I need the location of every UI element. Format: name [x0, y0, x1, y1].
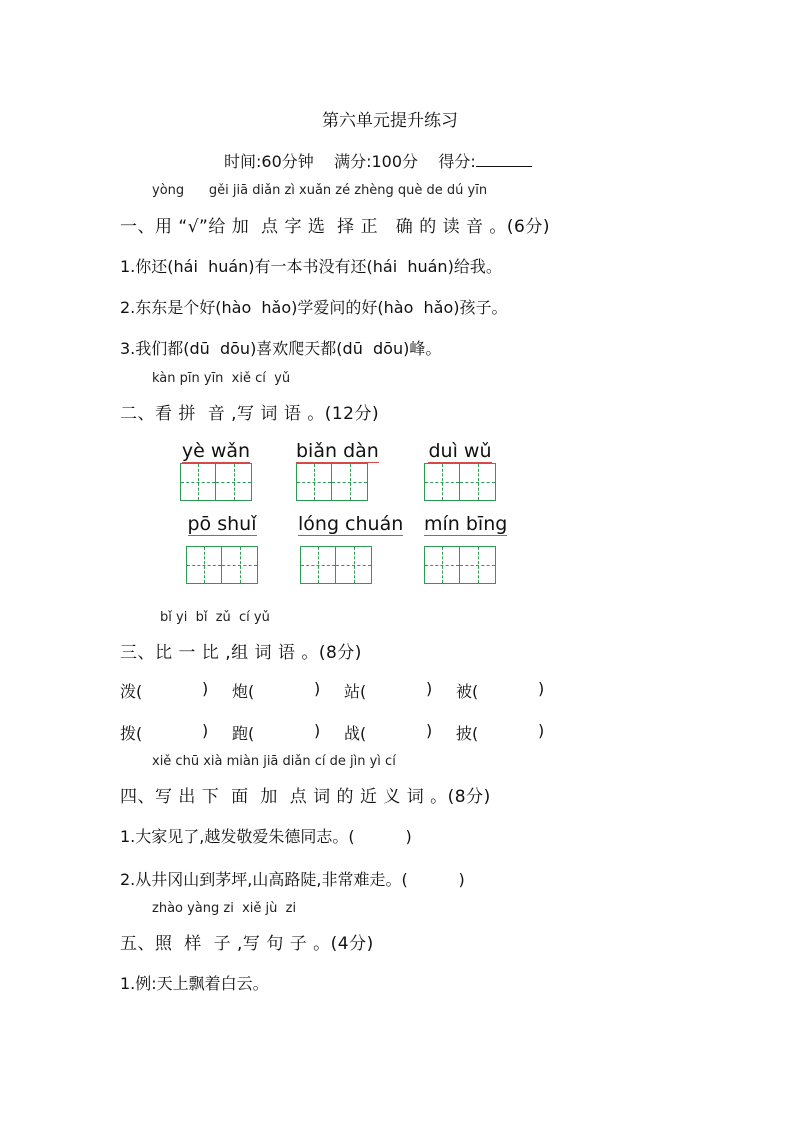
pinyin-label: lóng chuán [298, 513, 404, 535]
section2-pinyin: kàn pīn yīn xiě cí yǔ [152, 371, 291, 386]
section2-heading: 二、看 拼 音 ,写 词 语 。(12分) [120, 404, 380, 424]
pinyin-word-1 [180, 440, 252, 501]
exam-meta [224, 149, 532, 172]
pinyin-word-5 [298, 513, 403, 584]
section1-item-3[interactable]: 3.我们都(dū dōu)喜欢爬天都(dū dōu)峰。 [120, 339, 442, 358]
compare-char: 披( [456, 724, 479, 743]
compare-close: ) [538, 679, 545, 698]
compare-close: ) [538, 721, 545, 740]
pinyin-label: duì wǔ [428, 440, 492, 462]
writing-grid[interactable] [186, 546, 258, 584]
compare-close: ) [202, 679, 209, 698]
compare-char: 拨( [120, 724, 143, 743]
section4-heading: 四、写 出 下 面 加 点 词 的 近 义 词 。(8分) [120, 787, 491, 807]
compare-close: ) [314, 721, 321, 740]
section5-heading: 五、照 样 子 ,写 句 子 。(4分) [120, 934, 374, 954]
section5-item-1: 1.例:天上飘着白云。 [120, 974, 269, 993]
section3-pinyin: bǐ yi bǐ zǔ cí yǔ [160, 610, 270, 625]
compare-char: 战( [344, 724, 367, 743]
page-title: 第六单元提升练习 [322, 111, 458, 131]
writing-grid[interactable] [424, 463, 496, 501]
writing-grid[interactable] [180, 463, 252, 501]
compare-char: 站( [344, 682, 367, 701]
compare-close: ) [314, 679, 321, 698]
writing-grid[interactable] [424, 546, 507, 584]
compare-char: 泼( [120, 682, 143, 701]
pinyin-label: biǎn dàn [296, 440, 379, 462]
writing-grid[interactable] [296, 463, 379, 501]
pinyin-word-3 [424, 440, 496, 501]
section1-item-1[interactable]: 1.你还(hái huán)有一本书没有还(hái huán)给我。 [120, 257, 502, 276]
compare-char: 被( [456, 682, 479, 701]
section1-heading: 一、用 “√”给 加 点 字 选 择 正 确 的 读 音 。(6分) [120, 217, 550, 237]
score-blank[interactable] [476, 152, 532, 167]
pinyin-label: pō shuǐ [187, 513, 257, 535]
pinyin-word-2 [296, 440, 379, 501]
compare-char: 炮( [232, 682, 255, 701]
section4-item-1[interactable]: 1.大家见了,越发敬爱朱德同志。( ) [120, 827, 412, 846]
pinyin-word-4 [186, 513, 258, 584]
full-score: 满分:100分 [334, 152, 419, 171]
pinyin-word-6 [424, 513, 507, 584]
score-label: 得分: [438, 152, 476, 171]
section1-pinyin: yòng gěi jiā diǎn zì xuǎn zé zhèng què de dú yīn [152, 183, 488, 198]
section1-item-2[interactable]: 2.东东是个好(hào hǎo)学爱问的好(hào hǎo)孩子。 [120, 298, 508, 317]
pinyin-label: yè wǎn [181, 440, 251, 462]
compare-close: ) [426, 679, 433, 698]
section5-pinyin: zhào yàng zi xiě jù zi [152, 901, 297, 916]
compare-close: ) [202, 721, 209, 740]
compare-close: ) [426, 721, 433, 740]
writing-grid[interactable] [300, 546, 403, 584]
section4-item-2[interactable]: 2.从井冈山到茅坪,山高路陡,非常难走。( ) [120, 870, 465, 889]
time-limit: 时间:60分钟 [224, 152, 314, 171]
section3-heading: 三、比 一 比 ,组 词 语 。(8分) [120, 643, 362, 663]
compare-char: 跑( [232, 724, 255, 743]
pinyin-label: mín bīng [424, 513, 508, 535]
section4-pinyin: xiě chū xià miàn jiā diǎn cí de jìn yì cí [152, 754, 396, 769]
